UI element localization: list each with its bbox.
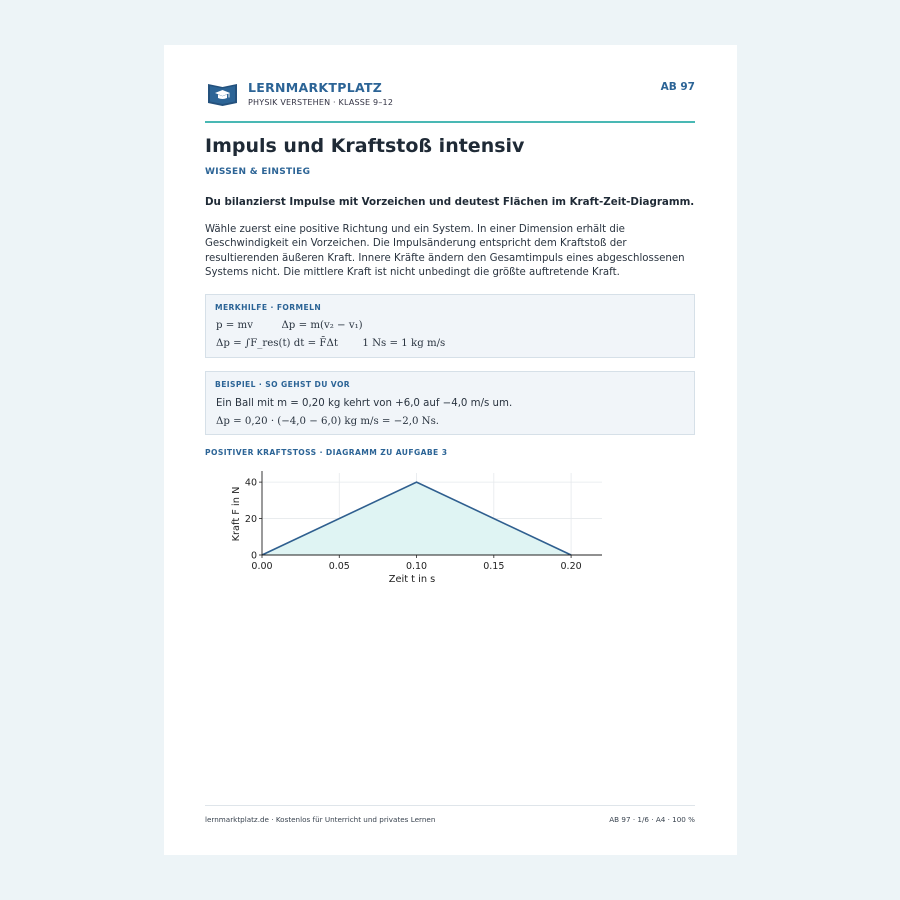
formula-unit: 1 Ns = 1 kg m/s — [362, 338, 446, 349]
diagram-label: POSITIVER KRAFTSTOSS · DIAGRAMM ZU AUFGABE 3 — [205, 448, 448, 457]
x-axis-label: Zeit t in s — [388, 574, 436, 585]
brand-name: LERNMARKTPLATZ — [248, 80, 383, 95]
formula-impulse: Δp = ∫F_res(t) dt = F̄Δt — [216, 338, 338, 349]
example-line-1: Ein Ball mit m = 0,20 kg kehrt von +6,0 auf −4,0 m/s um. — [216, 398, 513, 409]
x-tick-label-1: 0.05 — [328, 561, 350, 572]
beispiel-box — [205, 371, 695, 435]
lead-text: Du bilanzierst Impulse mit Vorzeichen und deutest Flächen im Kraft-Zeit-Diagramm. — [205, 196, 695, 208]
page-title: Impuls und Kraftstoß intensiv — [205, 135, 525, 157]
example-line-2: Δp = 0,20 · (−4,0 − 6,0) kg m/s = −2,0 Ns. — [216, 416, 440, 427]
x-tick-label-4: 0.20 — [560, 561, 582, 572]
y-tick-label-2: 40 — [244, 477, 257, 489]
footer-right: AB 97 · 1/6 · A4 · 100 % — [609, 815, 695, 824]
beispiel-label: BEISPIEL · SO GEHST DU VOR — [215, 380, 351, 389]
x-tick-label-2: 0.10 — [405, 561, 428, 572]
footer-divider — [205, 805, 695, 806]
footer-left: lernmarktplatz.de · Kostenlos für Unterricht und privates Lernen — [205, 815, 436, 824]
formula-line-2 — [216, 338, 445, 349]
formula-momentum-change: Δp = m(v₂ − v₁) — [281, 320, 363, 331]
sheet-code: AB 97 — [660, 81, 695, 93]
merkhilfe-box — [205, 294, 695, 358]
brand-subtitle: PHYSIK VERSTEHEN · KLASSE 9–12 — [248, 98, 394, 107]
section-subtitle: WISSEN & EINSTIEG — [205, 167, 311, 177]
header — [205, 79, 695, 123]
x-tick-label-3: 0.15 — [483, 561, 505, 572]
y-tick-label-1: 20 — [244, 513, 257, 525]
worksheet-page — [164, 45, 737, 855]
y-axis-label: Kraft F in N — [231, 486, 242, 542]
y-tick-label-0: 0 — [250, 550, 257, 562]
formula-line-1 — [216, 320, 363, 331]
book-graduation-cap-icon — [207, 81, 238, 106]
header-divider — [205, 121, 695, 123]
force-time-chart — [224, 467, 614, 592]
body-paragraph: Wähle zuerst eine positive Richtung und ein System. In einer Dimension erhält die Geschwindigkeit ein Vorzeichen. Die Impulsänderung entspricht dem Kraftstoß der resultierenden äußeren Kraft. Innere Kräfte ändern den Gesamtimpuls eines abgeschlossenen Systems nicht. Die mittlere Kraft ist nicht unbedingt die größte auftretende Kraft. — [205, 224, 685, 278]
formula-momentum: p = mv — [216, 320, 253, 331]
x-tick-label-0: 0.00 — [251, 561, 273, 572]
merkhilfe-label: MERKHILFE · FORMELN — [215, 303, 322, 312]
